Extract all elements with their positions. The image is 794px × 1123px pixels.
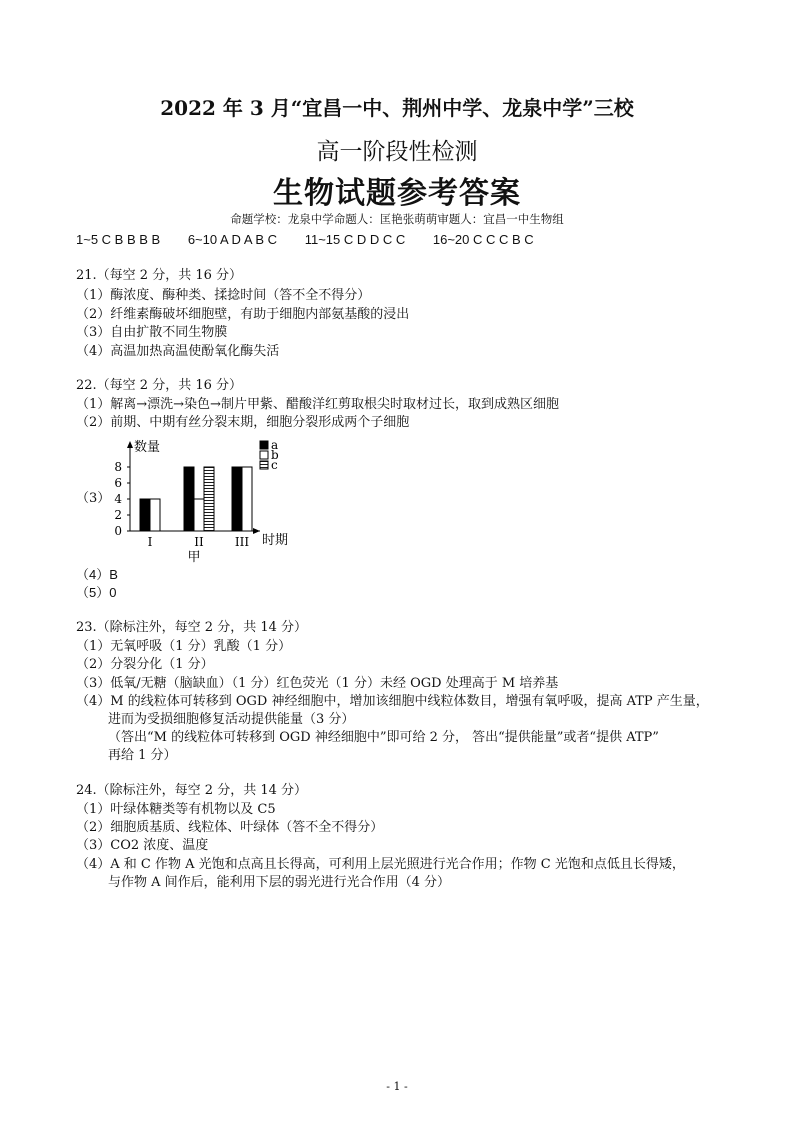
legend-label: b: [271, 448, 279, 462]
bar: [140, 499, 150, 531]
q23-head: 23.（除标注外，每空 2 分，共 14 分）: [76, 620, 308, 635]
q23-line: （3）低氧/无糖（脑缺血）（1 分）红色荧光（1 分）未经 OGD 处理高于 M 培养基: [76, 676, 559, 691]
title-line1: 2022 年 3 月“宜昌一中、荆州中学、龙泉中学”三校: [160, 96, 634, 120]
bar: [242, 467, 252, 531]
mc-answers: [76, 232, 558, 247]
q24-line: 与作物 A 间作后，能利用下层的弱光进行光合作用（4 分）: [108, 875, 451, 890]
page-title: 生物试题参考答案: [273, 176, 521, 211]
y-axis-arrow: [127, 441, 133, 448]
bar: [184, 467, 194, 531]
q23-line: 进而为受损细胞修复活动提供能量（3 分）: [108, 712, 355, 727]
q21-line: （2）纤维素酶破坏细胞壁，有助于细胞内部氨基酸的浸出: [76, 307, 410, 322]
q23-line: （1）无氧呼吸（1 分）乳酸（1 分）: [76, 639, 292, 654]
y-tick-label: 2: [114, 508, 122, 522]
q22-line: （4）B: [76, 567, 118, 582]
q21-line: （3）自由扩散不同生物膜: [76, 325, 228, 340]
q22-line: （1）解离→漂洗→染色→制片甲紫、醋酸洋红剪取根尖时取材过长，取到成熟区细胞: [76, 397, 559, 412]
category-label: I: [147, 535, 153, 549]
y-tick-label: 0: [114, 524, 122, 538]
mc-answer-group: 6~10 A D A B C: [187, 232, 278, 247]
q21-head: 21.（每空 2 分，共 16 分）: [76, 268, 243, 283]
chart-caption: 甲: [187, 550, 201, 565]
y-tick-label: 4: [114, 492, 122, 506]
q24-head: 24.（除标注外，每空 2 分，共 14 分）: [76, 783, 308, 798]
bar: [194, 499, 204, 531]
q23-line: （答出“M 的线粒体可转移到 OGD 神经细胞中”即可给 2 分， 答出“提供能量”或者“提供 ATP”: [108, 730, 659, 745]
category-label: III: [234, 535, 250, 549]
q22-item3-label: （3）: [76, 491, 111, 506]
q24-line: （2）细胞质基质、线粒体、叶绿体（答不全不得分）: [76, 820, 384, 835]
q21-line: （4）高温加热高温使酚氧化酶失活: [76, 344, 280, 359]
mc-answer-group: 1~5 C B B B B: [76, 232, 161, 247]
q24-line: （3）CO2 浓度、温度: [76, 838, 209, 853]
legend-label: a: [271, 438, 279, 452]
legend-swatch: [260, 461, 268, 469]
legend-swatch: [260, 441, 268, 449]
q24-line: （1）叶绿体糖类等有机物以及 C5: [76, 802, 276, 817]
q24-line: （4）A 和 C 作物 A 光饱和点高且长得高，可利用上层光照进行光合作用；作物 C 光饱和点低且长得矮，: [76, 857, 685, 872]
page-number: - 1 -: [386, 1080, 408, 1093]
x-axis-label: 时期: [262, 533, 289, 548]
x-axis-arrow: [253, 528, 260, 534]
mc-answer-group: 11~15 C D D C C: [304, 232, 406, 247]
category-label: II: [194, 535, 204, 549]
bar: [232, 467, 242, 531]
bar: [204, 467, 214, 531]
bar-chart: [110, 436, 310, 566]
mc-answer-group: 16~20 C C C B C: [432, 232, 534, 247]
q23-line: （4）M 的线粒体可转移到 OGD 神经细胞中，增加该细胞中线粒体数目，增强有氧呼吸，提高 ATP 产生量，: [76, 694, 709, 709]
author-line: 命题学校：龙泉中学命题人：匡艳张萌萌审题人：宜昌一中生物组: [230, 212, 564, 226]
y-axis-label: 数量: [134, 440, 161, 455]
legend-swatch: [260, 451, 268, 459]
y-tick-label: 6: [114, 476, 122, 490]
bar: [150, 499, 160, 531]
q22-head: 22.（每空 2 分，共 16 分）: [76, 378, 243, 393]
q23-line: （2）分裂分化（1 分）: [76, 657, 214, 672]
y-tick-label: 8: [114, 460, 122, 474]
q22-line: （5）0: [76, 585, 117, 600]
legend-label: c: [271, 458, 278, 472]
q21-line: （1）酶浓度、酶种类、揉捻时间（答不全不得分）: [76, 288, 371, 303]
title-line2: 高一阶段性检测: [316, 139, 478, 165]
q22-line: （2）前期、中期有丝分裂末期，细胞分裂形成两个子细胞: [76, 415, 410, 430]
q23-line: 再给 1 分）: [108, 748, 177, 763]
